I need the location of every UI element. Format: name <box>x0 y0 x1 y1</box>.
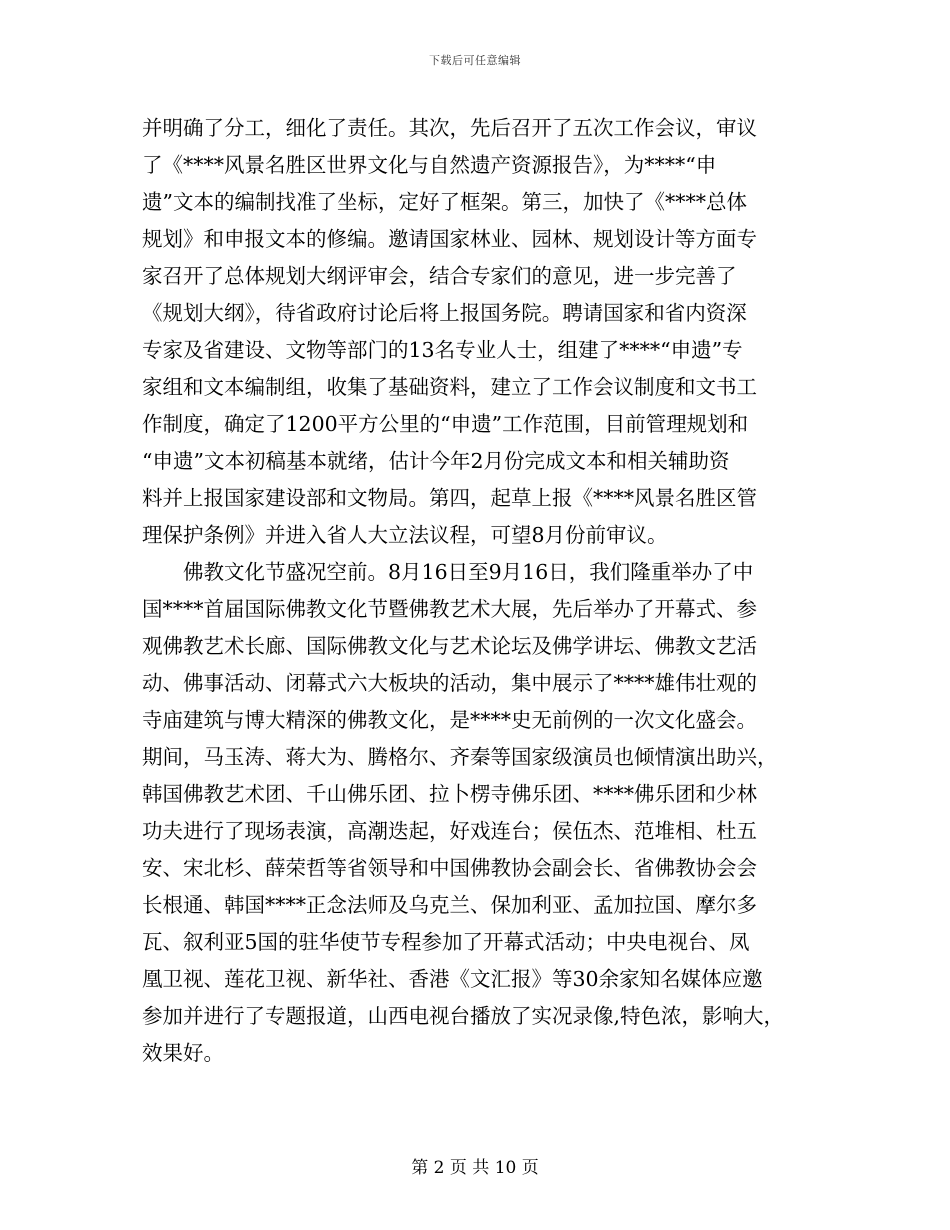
text-line: 家召开了总体规划大纲评审会，结合专家们的意见，进一步完善了 <box>142 264 737 288</box>
text-line: 理保护条例》并进入省人大立法议程，可望8月份前审议。 <box>142 523 668 547</box>
text-line: 观佛教艺术长廊、国际佛教文化与艺术论坛及佛学讲坛、佛教文艺活 <box>142 634 757 658</box>
text-line: 动、佛事活动、闭幕式六大板块的活动，集中展示了****雄伟壮观的 <box>142 671 757 695</box>
text-line: 效果好。 <box>142 1041 224 1065</box>
text-line: 了《****风景名胜区世界文化与自然遗产资源报告》，为****“申 <box>142 153 717 177</box>
text-line: 专家及省建设、文物等部门的13名专业人士，组建了****“申遗”专 <box>142 338 743 362</box>
document-body <box>142 110 810 1072</box>
text-line: 遗”文本的编制找准了坐标，定好了框架。第三，加快了《****总体 <box>142 190 747 214</box>
text-line: 佛教文化节盛况空前。8月16日至9月16日，我们隆重举办了中 <box>183 560 754 584</box>
page-footer: 第 2 页 共 10 页 <box>411 1158 539 1178</box>
text-line: 参加并进行了专题报道，山西电视台播放了实况录像,特色浓，影响大， <box>142 1004 785 1028</box>
text-line: 规划》和申报文本的修编。邀请国家林业、园林、规划设计等方面专 <box>142 227 757 251</box>
text-line: 安、宋北杉、薛荣哲等省领导和中国佛教协会副会长、省佛教协会会 <box>142 856 757 880</box>
text-line: 凰卫视、莲花卫视、新华社、香港《文汇报》等30余家知名媒体应邀 <box>142 967 763 991</box>
text-line: “申遗”文本初稿基本就绪，估计今年2月份完成文本和相关辅助资 <box>142 449 730 473</box>
text-line: 《规划大纲》，待省政府讨论后将上报国务院。聘请国家和省内资深 <box>142 301 747 325</box>
text-line: 作制度，确定了1200平方公里的“申遗”工作范围，目前管理规划和 <box>142 412 749 436</box>
text-line: 长根通、韩国****正念法师及乌克兰、保加利亚、孟加拉国、摩尔多 <box>142 893 757 917</box>
text-line: 瓦、叙利亚5国的驻华使节专程参加了开幕式活动；中央电视台、凤 <box>142 930 750 954</box>
text-line: 家组和文本编制组，收集了基础资料，建立了工作会议制度和文书工 <box>142 375 757 399</box>
text-line: 料并上报国家建设部和文物局。第四，起草上报《****风景名胜区管 <box>142 486 757 510</box>
page-header: 下载后可任意编辑 <box>429 54 521 67</box>
text-line: 功夫进行了现场表演，高潮迭起，好戏连台；侯伍杰、范堆相、杜五 <box>142 819 757 843</box>
text-line: 并明确了分工，细化了责任。其次，先后召开了五次工作会议，审议 <box>142 116 757 140</box>
text-line: 韩国佛教艺术团、千山佛乐团、拉卜楞寺佛乐团、****佛乐团和少林 <box>142 782 757 806</box>
paragraph <box>142 110 810 554</box>
text-line: 期间，马玉涛、蒋大为、腾格尔、齐秦等国家级演员也倾情演出助兴， <box>142 745 778 769</box>
paragraph <box>142 554 810 1072</box>
text-line: 国****首届国际佛教文化节暨佛教艺术大展，先后举办了开幕式、参 <box>142 597 757 621</box>
text-line: 寺庙建筑与博大精深的佛教文化，是****史无前例的一次文化盛会。 <box>142 708 757 732</box>
